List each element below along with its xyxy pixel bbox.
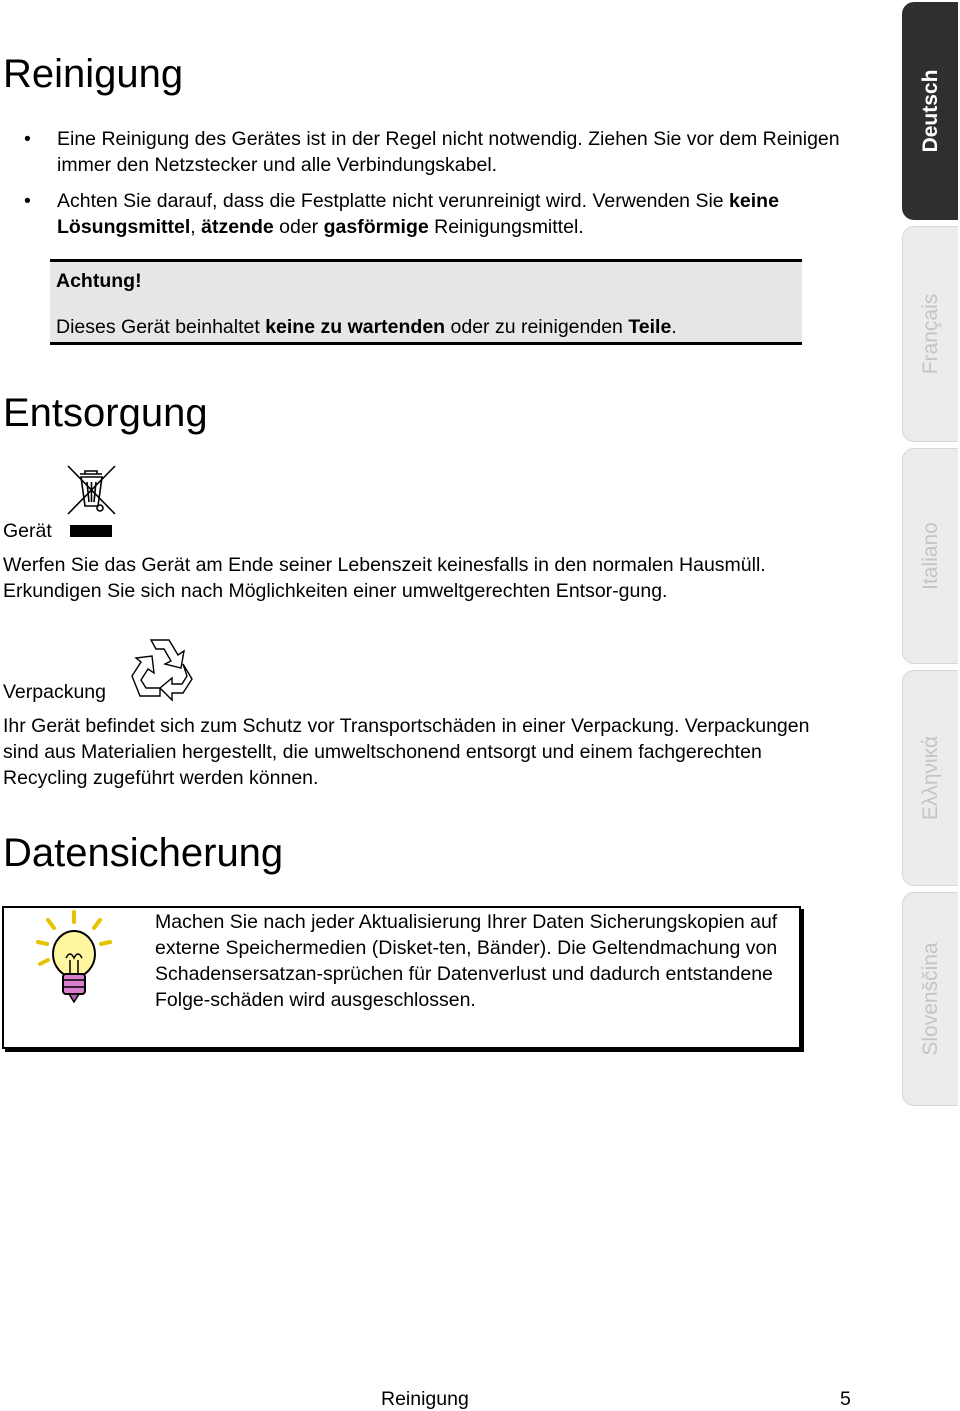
tab-francais[interactable] <box>902 226 958 442</box>
footer-section: Reinigung <box>381 1388 469 1410</box>
bullet-item-cleaning: • Eine Reinigung des Gerätes ist in der Regel nicht notwendig. Ziehen Sie vor dem Reinigen immer den Netzstecker und alle Verbindungskabel. <box>57 126 847 178</box>
warning-note <box>50 259 802 345</box>
recycling-icon <box>126 636 196 702</box>
bullet-icon <box>24 126 31 152</box>
bullet-item-solvents: • Achten Sie darauf, dass die Festplatte nicht verunreinigt wird. Verwenden Sie keine Lösungsmittel, ätzende oder gasförmige Reinigungsmittel. <box>57 188 847 240</box>
tab-label: Deutsch <box>918 69 942 153</box>
crossed-out-bin-icon <box>63 462 119 542</box>
tab-ellinika[interactable] <box>902 670 958 886</box>
tab-label: Slovenščina <box>918 942 942 1056</box>
tab-italiano[interactable] <box>902 448 958 664</box>
tab-deutsch[interactable] <box>902 2 958 220</box>
verpackung-text: Ihr Gerät befindet sich zum Schutz vor Transportschäden in einer Verpackung. Verpackungen sind aus Materialien hergestellt, die umweltschonend entsorgt und einem fachgerechten Recycling zugeführt werden können. <box>3 715 810 789</box>
bullet-icon <box>24 188 31 214</box>
tab-label: Italiano <box>918 522 942 590</box>
light-bulb-icon <box>34 910 114 1010</box>
tip-box <box>2 906 801 1049</box>
tab-label: Français <box>918 293 942 375</box>
warning-text: Dieses Gerät beinhaltet keine zu wartenden oder zu reinigenden Teile. <box>56 316 677 338</box>
geraet-text: Werfen Sie das Gerät am Ende seiner Lebenszeit keinesfalls in den normalen Hausmüll. Erkundigen Sie sich nach Möglichkeiten einer umweltgerechten Entsor-gung. <box>3 554 766 602</box>
page-number: 5 <box>840 1388 851 1410</box>
tip-text: Machen Sie nach jeder Aktualisierung Ihrer Daten Sicherungskopien auf externe Speichermedien (Disket-ten, Bänder). Die Geltendmachung von Schadensersatzan-sprüchen für Datenverlust und dadurch entstandene Folge-schäden wird ausgeschlossen. <box>155 911 778 1011</box>
heading-reinigung: Reinigung <box>3 52 184 96</box>
heading-entsorgung: Entsorgung <box>3 391 208 435</box>
tab-slovenscina[interactable] <box>902 892 958 1106</box>
geraet-label: Gerät <box>3 520 52 542</box>
heading-datensicherung: Datensicherung <box>3 831 284 875</box>
warning-title: Achtung! <box>56 270 142 292</box>
tab-label: Ελληνικά <box>918 735 942 821</box>
verpackung-label: Verpackung <box>3 681 106 703</box>
